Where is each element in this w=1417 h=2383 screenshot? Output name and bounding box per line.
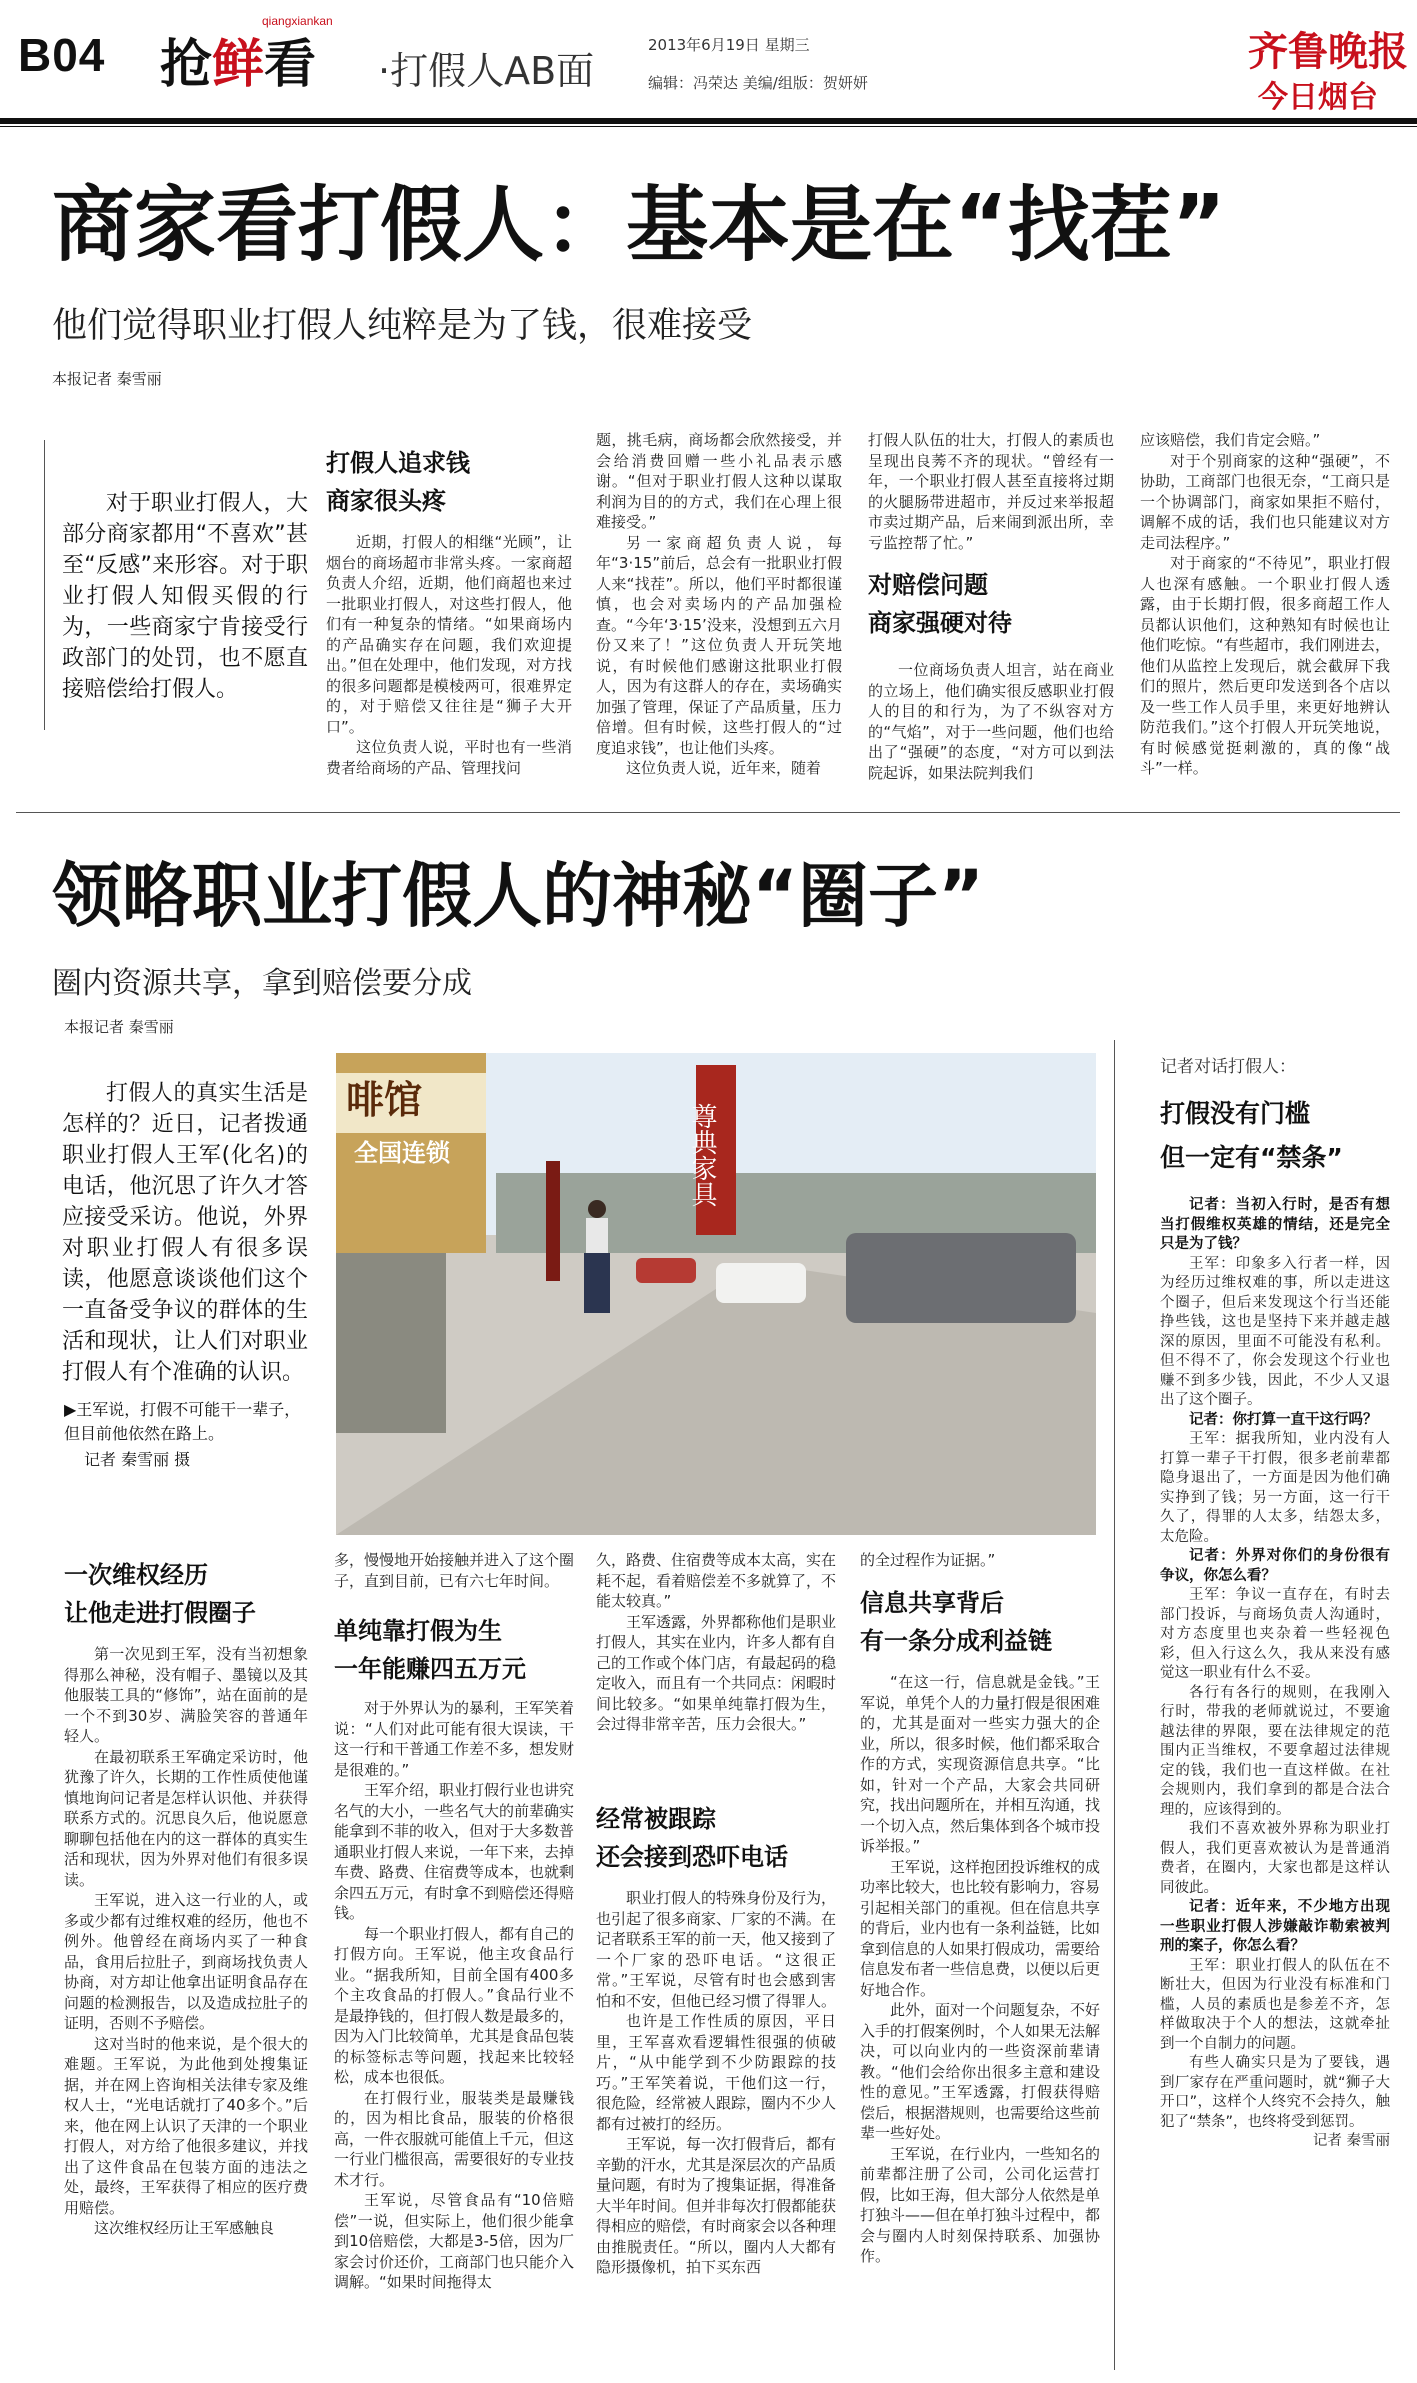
- paragraph: 这位负责人说，平时也有一些消费者给商场的产品、管理找问: [326, 738, 572, 777]
- subhead-line: 让他走进打假圈子: [64, 1599, 256, 1627]
- sidebar-question: 记者：当初入行时，是否有想当打假维权英雄的情结，还是完全只是为了钱？: [1160, 1197, 1390, 1252]
- paragraph: 王军说，尽管食品有“10倍赔偿”一说，但实际上，他们很少能拿到10倍赔偿，大都是3-5倍，因为厂家会讨价还价，工商部门也只能介入调解。“如果时间拖得太: [334, 2191, 575, 2291]
- photo-street-scene: [336, 1053, 1096, 1535]
- paragraph: 王军介绍，职业打假行业也讲究名气的大小，一些名气大的前辈确实能拿到不菲的收入，但对于大多数普通职业打假人来说，一年下来，去掉车费、路费、住宿费等成本，也就剩余四五万元，有时拿不到赔偿还得赔钱。: [334, 1781, 575, 1922]
- sidebar-question: 记者：外界对你们的身份很有争议，你怎么看？: [1160, 1548, 1390, 1584]
- subhead-line: 对赔偿问题: [868, 571, 988, 599]
- editor-credits: 编辑：冯荣达 美编/组版：贺妍妍: [648, 74, 868, 92]
- paragraph: 王军说，在行业内，一些知名的前辈都注册了公司，公司化运营打假，比如王海，但大部分人依然是单打独斗——但在单打独斗过程中，都会与圈内人时刻保持联系、加强协作。: [860, 2144, 1101, 2265]
- paragraph: 王军说，这样抱团投诉维权的成功率比较大，也比较有影响力，容易引起相关部门的重视。但在信息共享的背后，业内也有一条利益链，比如拿到信息的人如果打假成功，需要给信息发布者一些信息费，以便以后更好地合作。: [860, 1857, 1101, 1999]
- publication-date: 2013年6月19日 星期三: [648, 36, 810, 54]
- sidebar-title-line: 但一定有“禁条”: [1160, 1143, 1343, 1172]
- article-a-subheadline: 他们觉得职业打假人纯粹是为了钱，很难接受: [52, 306, 753, 346]
- paragraph: 应该赔偿，我们肯定会赔。”: [1140, 431, 1321, 449]
- paragraph: “在这一行，信息就是金钱。”王军说，单凭个人的力量打假是很困难的，尤其是面对一些实力强大的企业，所以，很多时候，他们都采取合作的方式，实现资源信息共享。“比如，针对一个产品，大家会共同研究，找出问题所在，并相互沟通，找一个切入点，然后集体到各个城市投诉举报。”: [860, 1673, 1101, 1855]
- paragraph: 也许是工作性质的原因，平日里，王军喜欢看逻辑性很强的侦破片，“从中能学到不少防跟踪的技巧。”王军笑着说，干他们这一行，很危险，经常被人跟踪，圈内不少人都有过被打的经历。: [596, 2012, 837, 2133]
- sidebar-divider: [1114, 1040, 1115, 2370]
- sidebar-qa: [1160, 1196, 1390, 2152]
- paragraph: 第一次见到王军，没有当初想象得那么神秘，没有帽子、墨镜以及其他服装工具的“修饰”，站在面前的是一个不到30岁、满脸笑容的普通年轻人。: [64, 1645, 308, 1745]
- article-b-column-1: [64, 1644, 308, 2239]
- paragraph: 王军说，每一次打假背后，都有辛勤的汗水，尤其是深层次的产品质量问题，有时为了搜集证据，得准备大半年时间。但并非每次打假都能获得相应的赔偿，有时商家会以各种理由推脱责任。“所以，圈内人大都有隐形摄像机，拍下买东西: [596, 2135, 837, 2276]
- paragraph: 每一个职业打假人，都有自己的打假方向。王军说，他主攻食品行业。“据我所知，目前全国有400多个主攻食品的打假人。”食品行业不是最挣钱的，但打假人数是最多的，因为入门比较简单，尤其是食品包装的标签标志等问题，找起来比较轻松，成本也很低。: [334, 1924, 575, 2086]
- sidebar-credit: 记者 秦雪丽: [1312, 2133, 1390, 2149]
- article-b-headline: 领略职业打假人的神秘“圈子”: [52, 855, 985, 937]
- paragraph: 职业打假人的特殊身份及行为，也引起了很多商家、厂家的不满。在记者联系王军的前一天，他又接到了一个厂家的恐吓电话。“这很正常。”王军说，尽管有时也会感到害怕和不安，但他已经习惯了得罪人。: [596, 1889, 837, 2010]
- paragraph: 这对当时的他来说，是个很大的难题。王军说，为此他到处搜集证据，并在网上咨询相关法律专家及维权人士，“光电话就打了40多个。”后来，他在网上认识了天津的一个职业打假人，对方给了他很多建议，并找出了这件食品在包装方面的违法之处，最终，王军获得了相应的医疗费用赔偿。: [64, 2034, 308, 2217]
- paragraph: 一位商场负责人坦言，站在商业的立场上，他们确实很反感职业打假人的目的和行为，为了不纵容对方的“气焰”，对于一些问题，他们也给出了“强硬”的态度，“对方可以到法院起诉，如果法院判我们: [868, 661, 1114, 782]
- article-b-column-4: [860, 1550, 1100, 1571]
- article-a-column-3: [868, 430, 1114, 553]
- paragraph: 王军说，进入这一行业的人，或多或少都有过维权难的经历，他也不例外。他曾经在商场内买了一种食品，食用后拉肚子，到商场找负责人协商，对方却让他拿出证明食品存在问题的检测报告，以及造成拉肚子的证明，否则不予赔偿。: [64, 1891, 308, 2032]
- brand-logo: 抢鲜看: [160, 35, 317, 95]
- paragraph: 对于个别商家的这种“强硬”，不协助，工商部门也很无奈，“工商只是一个协调部门，商家如果拒不赔付，调解不成的话，我们也只能建议对方走司法程序。”: [1140, 451, 1390, 552]
- paragraph: 在最初联系王军确定采访时，他犹豫了许久，长期的工作性质使他谨慎地询问记者是怎样认识他、并获得联系方式的。沉思良久后，他说愿意聊聊包括他在内的这一群体的真实生活和现状，因为外界对他们有很多误读。: [64, 1747, 308, 1889]
- article-a-column-3b: [868, 660, 1114, 783]
- sidebar-answer: 各行有各行的规则，在我刚入行时，带我的老师就说过，不要逾越法律的界限，要在法律规定的范围内正当维权，不要拿超过法律规定的钱，我们也一直这样做。在社会规则内，我们拿到的都是合法合理的，应该得到的。: [1160, 1684, 1390, 1818]
- sidebar-answer: 王军：职业打假人的队伍在不断壮大，但因为行业没有标准和门槛，人员的素质也是参差不齐，怎样做取决于个人的想法，这就牵扯到一个自制力的问题。: [1160, 1957, 1390, 2052]
- photo-credit: 记者 秦雪丽 摄: [84, 1450, 191, 1469]
- paragraph: 王军透露，外界都称他们是职业打假人，其实在业内，许多人都有自己的工作或个体门店，有最起码的稳定收入，而且有一个共同点：闲暇时间比较多。“如果单纯靠打假为生，会过得非常辛苦，压力会很大。”: [596, 1612, 837, 1733]
- sidebar-question: 记者：你打算一直干这行吗？: [1189, 1411, 1378, 1428]
- sidebar-question: 记者：近年来，不少地方出现一些职业打假人涉嫌敲诈勒索被判刑的案子，你怎么看？: [1160, 1899, 1390, 1954]
- page-number: B04: [18, 29, 106, 81]
- subhead-line: 信息共享背后: [860, 1589, 1004, 1617]
- newspaper-name: 齐鲁晚报: [1248, 28, 1408, 75]
- paragraph: 对于外界认为的暴利，王军笑着说：“人们对此可能有很大误读，干这一行和干普通工作差不多，想发财是很难的。”: [334, 1699, 575, 1779]
- article-a-lead: 对于职业打假人，大部分商家都用“不喜欢”甚至“反感”来形容。对于职业打假人知假买假的行为，一些商家宁肯接受行政部门的处罚，也不愿直接赔偿给打假人。: [62, 491, 308, 702]
- sidebar-label: 记者对话打假人：: [1160, 1057, 1296, 1077]
- article-b-column-2: [334, 1550, 574, 1591]
- lead-box-left: [44, 440, 45, 730]
- subhead-line: 一年能赚四五万元: [334, 1655, 526, 1683]
- paragraph: 对于商家的“不待见”，职业打假人也深有感触。一个职业打假人透露，由于长期打假，很多商超工作人员都认识他们，这种熟知有时候也让他们吃惊。“有些超市，我们刚进去，他们从监控上发现后，就会截屏下我们的照片，然后更印发送到各个店以及一些工作人员手里，来更好地辨认防范我们。”这个打假人开玩笑地说，有时候感觉挺刺激的，真的像“战斗”一样。: [1140, 554, 1390, 777]
- article-b-subhead-1: [64, 1556, 256, 1632]
- photo-sign-text: 啡馆: [346, 1078, 423, 1122]
- article-b-byline: 本报记者 秦雪丽: [64, 1018, 174, 1036]
- sidebar-answer: 王军：争议一直存在，有时去部门投诉，与商场负责人沟通时，对方态度里也夹杂着一些轻视色彩，但入行这么久，我从来没有感觉这一职业有什么不妥。: [1160, 1587, 1390, 1681]
- sidebar-title-line: 打假没有门槛: [1160, 1099, 1311, 1128]
- edition-name: 今日烟台: [1258, 80, 1378, 115]
- photo-illustration: [336, 1053, 1096, 1535]
- paragraph: 打假人队伍的壮大，打假人的素质也呈现出良莠不齐的现状。“曾经有一年，一个职业打假人甚至直接将过期的火腿肠带进超市，并反过来举报超市卖过期产品，后来闹到派出所，幸亏监控帮了忙。”: [868, 431, 1114, 552]
- photo-banner-text: 尊典家具: [687, 1103, 717, 1207]
- photo-sign-subtext: 全国连锁: [354, 1139, 450, 1167]
- article-a-column-1: [326, 532, 572, 778]
- sidebar-answer: 有些人确实只是为了要钱，遇到厂家存在严重问题时，就“狮子大开口”，这样个人终究不会持久，触犯了“禁条”，也终将受到惩罚。: [1160, 2055, 1390, 2130]
- subhead-line: 一次维权经历: [64, 1561, 208, 1589]
- article-a-subhead-1: [326, 444, 470, 520]
- article-a-headline: 商家看打假人：基本是在“找茬”: [52, 178, 1226, 273]
- masthead-rule-thin: [0, 126, 1417, 127]
- article-b-subhead-4: [860, 1584, 1052, 1660]
- article-b-column-3b: [596, 1888, 836, 2278]
- subhead-line: 商家很头疼: [326, 487, 446, 515]
- subhead-line: 商家强硬对待: [868, 609, 1012, 637]
- article-a-byline: 本报记者 秦雪丽: [52, 370, 162, 388]
- sidebar-answer: 王军：据我所知，业内没有人打算一辈子干打假，很多老前辈都隐身退出了，一方面是因为他们确实挣到了钱；另一方面，这一行干久了，得罪的人太多，结怨太多，太危险。: [1160, 1431, 1390, 1545]
- article-divider: [16, 812, 1400, 813]
- sidebar-title: [1160, 1092, 1343, 1180]
- paragraph: 题，挑毛病，商场都会欣然接受，并会给消费回赠一些小礼品表示感谢。“但对于职业打假人这种以谋取利润为目的的方式，我们在心理上很难接受。”: [596, 431, 842, 531]
- paragraph: 这次维权经历让王军感触良: [94, 2219, 275, 2237]
- article-b-subhead-2: [334, 1612, 526, 1688]
- article-b-column-3: [596, 1550, 836, 1735]
- article-a-column-2: [596, 430, 842, 779]
- subhead-line: 有一条分成利益链: [860, 1627, 1052, 1655]
- subhead-line: 经常被跟踪: [596, 1805, 716, 1833]
- sidebar-answer: 王军：印象多入行者一样，因为经历过维权难的事，所以走进这个圈子，但后来发现这个行当还能挣些钱，这也是坚持下来并越走越深的原因，里面不可能没有私利。但不得不了，你会发现这个行业也赚不到多少钱，因此，不少人又退出了这个圈子。: [1160, 1255, 1390, 1408]
- paragraph: 此外，面对一个问题复杂，不好入手的打假案例时，个人如果无法解决，可以向业内的一些资深前辈请教。“他们会给你出很多主意和建设性的意见。”王军透露，打假获得赔偿后，根据潜规则，也需要给这些前辈一些好处。: [860, 2001, 1101, 2142]
- article-b-lead: 打假人的真实生活是怎样的？近日，记者拨通职业打假人王军(化名)的电话，他沉思了许久才答应接受采访。他说，外界对职业打假人有很多误读，他愿意谈谈他们这个一直备受争议的群体的生活和现状，让人们对职业打假人有个准确的认识。: [62, 1081, 308, 1385]
- article-b-subheadline: 圈内资源共享，拿到赔偿要分成: [52, 966, 472, 1001]
- brand-pinyin: qiangxiankan: [262, 14, 333, 28]
- masthead-rule: [0, 118, 1417, 124]
- paragraph: 在打假行业，服装类是最赚钱的，因为相比食品，服装的价格很高，一件衣服就可能值上千元，但这一行业门槛很高，需要很好的专业技术才行。: [334, 2088, 575, 2189]
- paragraph: 另一家商超负责人说，每年“3·15”前后，总会有一批职业打假人来“找茬”。所以，他们平时都很谨慎，也会对卖场内的产品加强检查。“今年‘3·15’没来，没想到五六月份又来了！”这位负责人开玩笑地说，有时候他们感谢这批职业打假人，因为有这群人的存在，卖场确实加强了管理，保证了产品质量，压力倍增。但有时候，这些打假人的“过度追求钱”，也让他们头疼。: [596, 533, 842, 757]
- paragraph: 久，路费、住宿费等成本太高，实在耗不起，看着赔偿差不多就算了，不能太较真。”: [596, 1551, 837, 1610]
- paragraph: 近期，打假人的相继“光顾”，让烟台的商场超市非常头疼。一家商超负责人介绍，近期，他们商超也来过一批职业打假人，对这些打假人，他们有一种复杂的情绪。“如果商场内的产品确实存在问题，我们欢迎提出。”但在处理中，他们发现，对方找的很多问题都是模棱两可，很难界定的，对于赔偿又往往是“狮子大开口”。: [326, 533, 572, 736]
- subhead-line: 单纯靠打假为生: [334, 1617, 502, 1645]
- subhead-line: 打假人追求钱: [326, 449, 470, 477]
- section-title: ·打假人AB面: [378, 49, 595, 93]
- sidebar-answer: 我们不喜欢被外界称为职业打假人，我们更喜欢被认为是普通消费者，在圈内，大家也都是这样认同彼此。: [1160, 1821, 1390, 1896]
- photo-caption: ▶王军说，打假不可能干一辈子，但目前他依然在路上。: [64, 1400, 301, 1443]
- article-b-column-4b: [860, 1672, 1100, 2267]
- paragraph: 的全过程作为证据。”: [860, 1551, 996, 1569]
- article-b-subhead-3: [596, 1800, 788, 1876]
- article-b-column-2b: [334, 1698, 574, 2293]
- subhead-line: 还会接到恐吓电话: [596, 1843, 788, 1871]
- paragraph: 这位负责人说，近年来，随着: [626, 759, 822, 777]
- paragraph: 多，慢慢地开始接触并进入了这个圈子，直到目前，已有六七年时间。: [334, 1551, 575, 1590]
- article-a-column-4: [1140, 430, 1390, 779]
- article-a-subhead-2: [868, 566, 1012, 642]
